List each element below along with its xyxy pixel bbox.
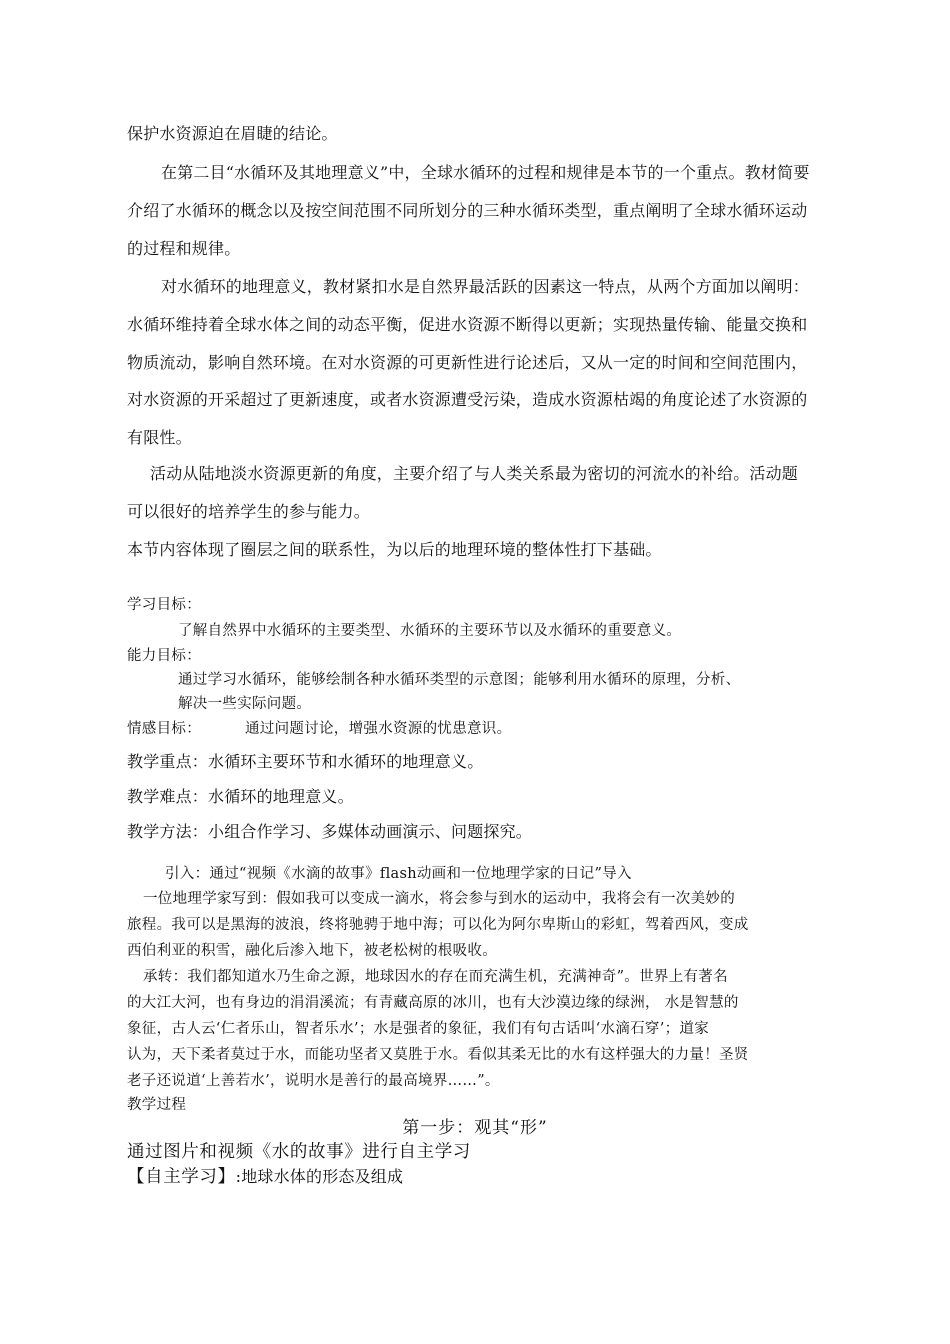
lesson-intro-line: 引入：通过“视频《水滴的故事》flash动画和一位地理学家的日记”导入 bbox=[165, 866, 632, 882]
transition-line: 认为，天下柔者莫过于水，而能功坚者又莫胜于水。看似其柔无比的水有这样强大的力量！圣贤 bbox=[127, 1047, 749, 1063]
paragraph-line: 在第二目“水循环及其地理意义”中，全球水循环的过程和规律是本节的一个重点。教材简要 bbox=[161, 163, 810, 182]
teaching-key-points: 教学重点：水循环主要环节和水循环的地理意义。 bbox=[127, 752, 484, 771]
diary-line: 西伯利亚的积雪，融化后渗入地下，被老松树的根吸收。 bbox=[127, 943, 497, 959]
paragraph-line: 本节内容体现了圈层之间的联系性，为以后的地理环境的整体性打下基础。 bbox=[127, 540, 662, 559]
self-study-bracket-label: 【自主学习】 bbox=[127, 1167, 236, 1187]
transition-line: 的大江大河，也有身边的涓涓溪流；有青藏高原的冰川，也有大沙漠边缘的绿洲， 水是智慧的 bbox=[127, 995, 739, 1011]
transition-line: 象征，古人云‘仁者乐山，智者乐水’；水是强者的象征，我们有句古话叫‘水滴石穿’；道家 bbox=[127, 1021, 710, 1037]
paragraph-line: 对水循环的地理意义，教材紧扣水是自然界最活跃的因素这一特点，从两个方面加以阐明： bbox=[161, 277, 810, 296]
ability-objective-label: 能力目标： bbox=[127, 648, 201, 664]
paragraph-line: 保护水资源迫在眉睫的结论。 bbox=[127, 124, 338, 143]
paragraph-line: 对水资源的开采超过了更新速度，或者水资源遭受污染，造成水资源枯竭的角度论述了水资源的 bbox=[127, 390, 808, 409]
diary-line: 旅程。我可以是黑海的波浪，终将驰骋于地中海；可以化为阿尔卑斯山的彩虹，驾着西风，变成 bbox=[127, 917, 749, 933]
self-study-text: :地球水体的形态及组成 bbox=[235, 1167, 404, 1186]
learning-objective-label: 学习目标： bbox=[127, 597, 201, 613]
paragraph-line: 物质流动，影响自然环境。在对水资源的可更新性进行论述后，又从一定的时间和空间范围内， bbox=[127, 353, 808, 372]
paragraph-line: 有限性。 bbox=[127, 428, 192, 447]
diary-line: 一位地理学家写到：假如我可以变成一滴水，将会参与到水的运动中，我将会有一次美妙的 bbox=[143, 891, 735, 907]
ability-objective-text: 通过学习水循环，能够绘制各种水循环类型的示意图；能够利用水循环的原理，分析、 bbox=[178, 672, 741, 688]
paragraph-line: 的过程和规律。 bbox=[127, 239, 241, 258]
transition-line: 承转：我们都知道水乃生命之源，地球因水的存在而充满生机，充满神奇”。世界上有著名 bbox=[143, 969, 728, 985]
self-study-line bbox=[127, 1163, 403, 1188]
teaching-process-label: 教学过程 bbox=[127, 1097, 187, 1113]
ability-objective-text: 解决一些实际问题。 bbox=[178, 696, 312, 712]
transition-line: 老子还说道‘上善若水’，说明水是善行的最高境界……”。 bbox=[127, 1073, 500, 1089]
step-one-subheading: 通过图片和视频《水的故事》进行自主学习 bbox=[127, 1142, 471, 1162]
paragraph-line: 可以很好的培养学生的参与能力。 bbox=[127, 502, 371, 521]
paragraph-line: 活动从陆地淡水资源更新的角度，主要介绍了与人类关系最为密切的河流水的补给。活动题 bbox=[150, 464, 799, 483]
teaching-difficulty: 教学难点：水循环的地理意义。 bbox=[127, 787, 354, 806]
emotion-objective-text: 通过问题讨论，增强水资源的忧患意识。 bbox=[245, 721, 512, 737]
teaching-method: 教学方法：小组合作学习、多媒体动画演示、问题探究。 bbox=[127, 822, 533, 841]
paragraph-line: 水循环维持着全球水体之间的动态平衡，促进水资源不断得以更新；实现热量传输、能量交换和 bbox=[127, 315, 808, 334]
paragraph-line: 介绍了水循环的概念以及按空间范围不同所划分的三种水循环类型，重点阐明了全球水循环运动 bbox=[127, 201, 808, 220]
learning-objective-text: 了解自然界中水循环的主要类型、水循环的主要环节以及水循环的重要意义。 bbox=[178, 623, 682, 639]
emotion-objective-label: 情感目标： bbox=[127, 721, 201, 737]
step-one-heading: 第一步：观其“形” bbox=[402, 1118, 548, 1138]
